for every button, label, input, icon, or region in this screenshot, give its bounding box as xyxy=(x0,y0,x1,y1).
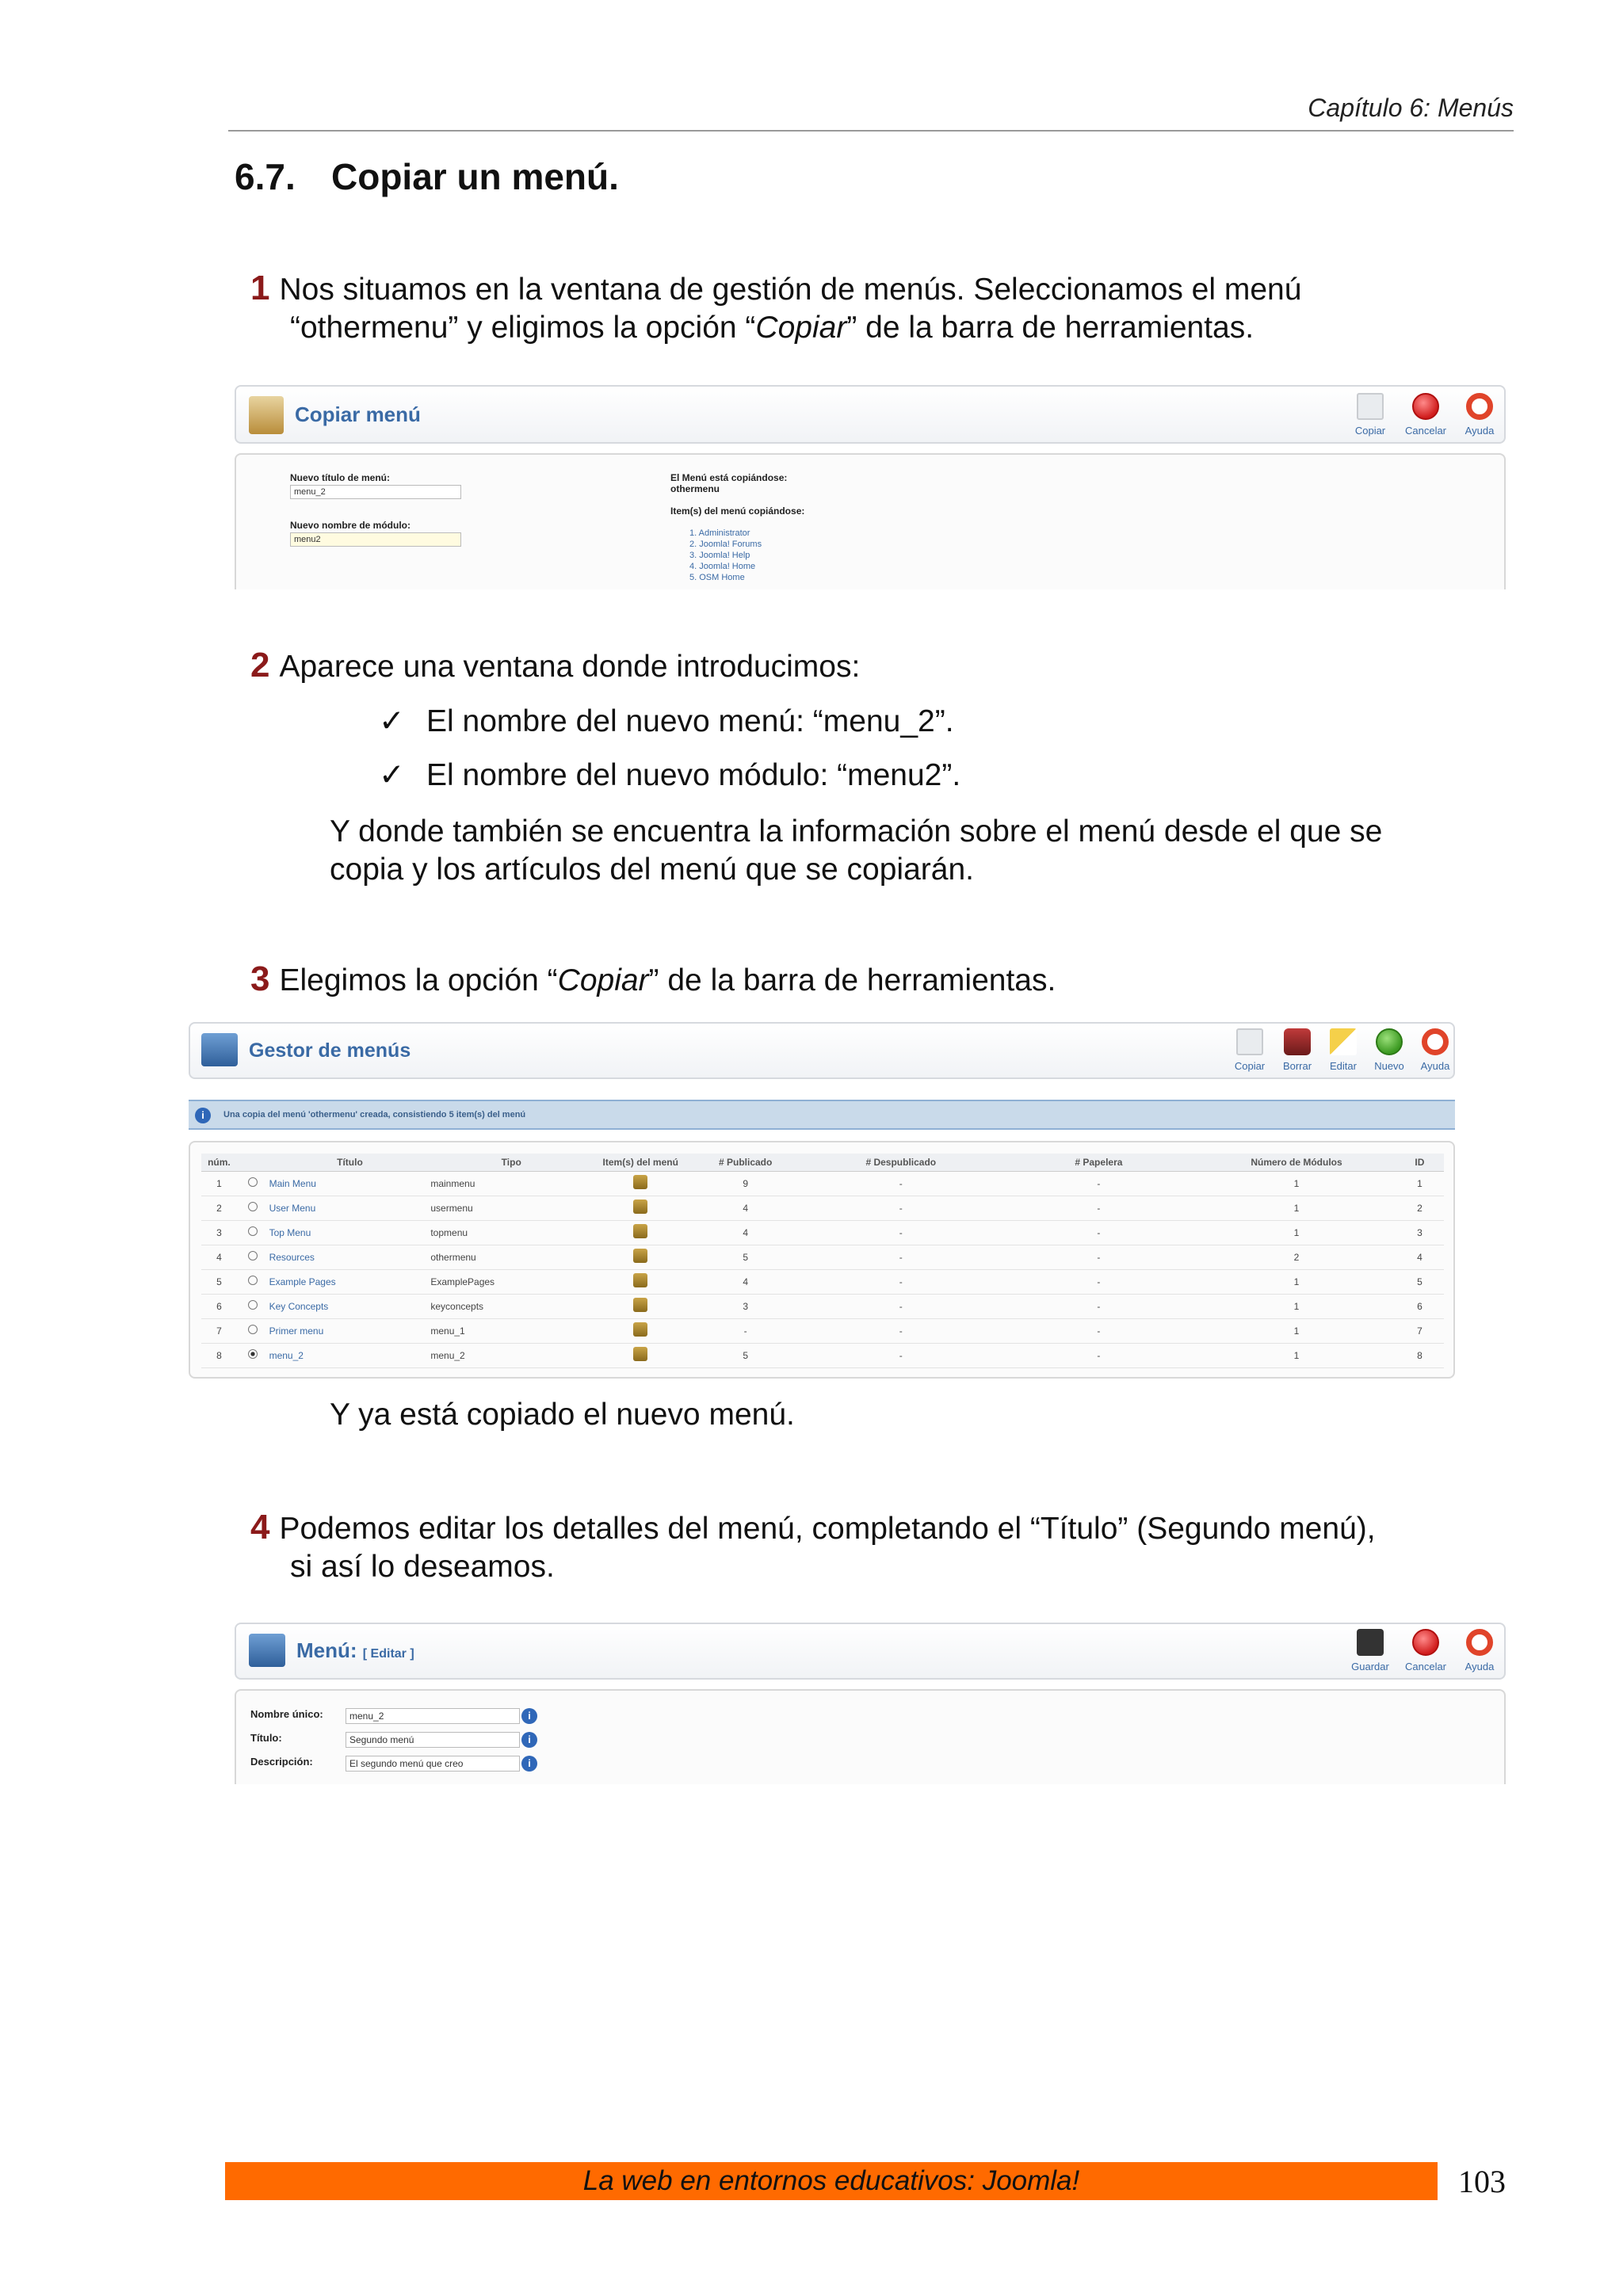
menu-table-panel xyxy=(189,1141,1455,1379)
row-radio[interactable] xyxy=(237,1294,269,1318)
copying-items-label: Item(s) del menú copiándose: xyxy=(670,505,805,517)
row-number: 6 xyxy=(201,1294,237,1318)
col-published: # Publicado xyxy=(689,1154,802,1171)
row-items-icon[interactable] xyxy=(592,1245,689,1269)
col-num: núm. xyxy=(201,1154,237,1171)
row-modules: 1 xyxy=(1197,1171,1396,1196)
menu-items-icon[interactable] xyxy=(633,1298,647,1312)
header-rule xyxy=(228,130,1514,132)
row-radio[interactable] xyxy=(237,1343,269,1367)
row-radio[interactable] xyxy=(237,1220,269,1245)
help-button[interactable]: Ayuda xyxy=(1407,1028,1463,1072)
menu-edit-subtitle: [ Editar ] xyxy=(362,1647,414,1661)
select-radio[interactable] xyxy=(248,1325,258,1334)
row-number: 7 xyxy=(201,1318,237,1343)
help-button[interactable]: Ayuda xyxy=(1452,393,1507,437)
menu-manager-title: Gestor de menús xyxy=(249,1039,411,1062)
copy-menu-title: Copiar menú xyxy=(295,402,421,426)
running-header: Capítulo 6: Menús xyxy=(1308,93,1514,122)
copy-icon xyxy=(1236,1028,1263,1055)
row-id: 5 xyxy=(1396,1269,1444,1294)
row-items-icon[interactable] xyxy=(592,1343,689,1367)
col-trash: # Papelera xyxy=(1000,1154,1198,1171)
trash-icon xyxy=(1284,1028,1311,1055)
step1-line2: “othermenu” y eligimos la opción “Copiar” de la barra de herramientas. xyxy=(290,311,1254,345)
row-id: 8 xyxy=(1396,1343,1444,1367)
table-row[interactable] xyxy=(201,1245,1444,1269)
row-type: menu_2 xyxy=(430,1343,592,1367)
copying-menu-label: El Menú está copiándose: xyxy=(670,472,788,483)
cancel-icon xyxy=(1412,1629,1439,1656)
step2-number: 2 xyxy=(250,646,270,685)
copy-menu-form-panel xyxy=(235,453,1506,589)
col-title[interactable]: Título xyxy=(269,1154,431,1171)
row-title[interactable]: Main Menu xyxy=(269,1171,431,1196)
copying-item: 4. Joomla! Home xyxy=(689,562,756,571)
col-id: ID xyxy=(1396,1154,1444,1171)
new-menu-title-input[interactable]: menu_2 xyxy=(290,485,461,499)
row-title[interactable]: Resources xyxy=(269,1245,431,1269)
check-mark-icon: ✓ xyxy=(379,758,405,792)
col-unpublished: # Despublicado xyxy=(802,1154,1000,1171)
menu-items-icon[interactable] xyxy=(633,1249,647,1263)
new-module-name-label: Nuevo nombre de módulo: xyxy=(290,520,411,531)
row-type: menu_1 xyxy=(430,1318,592,1343)
row-radio[interactable] xyxy=(237,1171,269,1196)
menu-items-icon[interactable] xyxy=(633,1175,647,1189)
table-row[interactable] xyxy=(201,1171,1444,1196)
row-trash: - xyxy=(1000,1220,1198,1245)
save-icon xyxy=(1357,1629,1384,1656)
copying-menu-block xyxy=(670,472,804,517)
row-published: 9 xyxy=(689,1171,802,1196)
check-item-2: ✓ El nombre del nuevo módulo: “menu2”. xyxy=(379,758,961,792)
after-shot2-text: Y ya está copiado el nuevo menú. xyxy=(330,1398,795,1432)
row-items-icon[interactable] xyxy=(592,1220,689,1245)
description-label: Descripción: xyxy=(250,1756,313,1768)
step3-number: 3 xyxy=(250,959,270,998)
menu-manager-toolbar xyxy=(189,1022,1455,1079)
row-type: ExamplePages xyxy=(430,1269,592,1294)
help-button[interactable]: Ayuda xyxy=(1452,1629,1507,1672)
copying-item: 3. Joomla! Help xyxy=(689,551,750,560)
table-row[interactable] xyxy=(201,1269,1444,1294)
table-row[interactable] xyxy=(201,1343,1444,1367)
new-menu-title-label: Nuevo título de menú: xyxy=(290,472,390,483)
help-icon xyxy=(1466,1629,1493,1656)
row-type: topmenu xyxy=(430,1220,592,1245)
row-trash: - xyxy=(1000,1269,1198,1294)
menu-items-icon[interactable] xyxy=(633,1224,647,1238)
step4-number: 4 xyxy=(250,1508,270,1547)
select-radio[interactable] xyxy=(248,1300,258,1310)
new-icon xyxy=(1376,1028,1403,1055)
select-radio[interactable] xyxy=(248,1177,258,1187)
cancel-icon xyxy=(1412,393,1439,420)
menu-edit-title: Menú: [ Editar ] xyxy=(296,1638,414,1662)
row-trash: - xyxy=(1000,1245,1198,1269)
new-button[interactable]: Nuevo xyxy=(1361,1028,1417,1072)
menu-table xyxy=(201,1154,1444,1368)
row-published: 3 xyxy=(689,1294,802,1318)
info-icon[interactable]: i xyxy=(521,1708,537,1724)
row-radio[interactable] xyxy=(237,1269,269,1294)
row-published: 5 xyxy=(689,1343,802,1367)
row-modules: 1 xyxy=(1197,1318,1396,1343)
message-bar xyxy=(189,1100,1455,1130)
row-modules: 1 xyxy=(1197,1294,1396,1318)
row-unpublished: - xyxy=(802,1220,1000,1245)
menu-items-icon[interactable] xyxy=(633,1199,647,1214)
unique-name-label: Nombre único: xyxy=(250,1708,323,1720)
menu-edit-form-panel xyxy=(235,1689,1506,1784)
row-radio[interactable] xyxy=(237,1196,269,1220)
help-icon xyxy=(1422,1028,1449,1055)
row-title[interactable]: Example Pages xyxy=(269,1269,431,1294)
info-icon[interactable]: i xyxy=(521,1732,537,1748)
select-radio[interactable] xyxy=(248,1226,258,1236)
row-number: 5 xyxy=(201,1269,237,1294)
section-title-text: Copiar un menú. xyxy=(331,156,619,197)
row-published: 4 xyxy=(689,1220,802,1245)
select-radio[interactable] xyxy=(248,1251,258,1261)
row-trash: - xyxy=(1000,1318,1198,1343)
row-published: 4 xyxy=(689,1196,802,1220)
row-title[interactable]: Top Menu xyxy=(269,1220,431,1245)
row-number: 8 xyxy=(201,1343,237,1367)
step4-paragraph: 4 Podemos editar los detalles del menú, completando el “Título” (Segundo menú), si así lo deseamos. xyxy=(250,1508,1376,1584)
table-header-row xyxy=(201,1154,1444,1171)
row-unpublished: - xyxy=(802,1171,1000,1196)
col-items: Item(s) del menú xyxy=(592,1154,689,1171)
row-modules: 2 xyxy=(1197,1245,1396,1269)
copy-button[interactable]: Copiar xyxy=(1342,393,1398,437)
copying-items-list xyxy=(689,528,762,583)
info-icon[interactable]: i xyxy=(521,1756,537,1772)
row-id: 3 xyxy=(1396,1220,1444,1245)
menu-edit-toolbar xyxy=(235,1623,1506,1680)
row-radio[interactable] xyxy=(237,1318,269,1343)
menu-edit-icon xyxy=(249,1634,285,1667)
row-trash: - xyxy=(1000,1171,1198,1196)
row-unpublished: - xyxy=(802,1318,1000,1343)
row-items-icon[interactable] xyxy=(592,1171,689,1196)
row-modules: 1 xyxy=(1197,1269,1396,1294)
menu-items-icon[interactable] xyxy=(633,1322,647,1337)
row-number: 3 xyxy=(201,1220,237,1245)
copying-item: 2. Joomla! Forums xyxy=(689,540,762,549)
message-text: Una copia del menú 'othermenu' creada, consistiendo 5 item(s) del menú xyxy=(223,1110,526,1119)
row-modules: 1 xyxy=(1197,1220,1396,1245)
cancel-button[interactable]: Cancelar xyxy=(1398,1629,1453,1672)
row-title[interactable]: Primer menu xyxy=(269,1318,431,1343)
col-select xyxy=(237,1154,269,1171)
section-title xyxy=(235,155,619,198)
row-published: 4 xyxy=(689,1269,802,1294)
copy-menu-folder-icon xyxy=(249,396,284,434)
row-type: othermenu xyxy=(430,1245,592,1269)
row-items-icon[interactable] xyxy=(592,1318,689,1343)
row-unpublished: - xyxy=(802,1343,1000,1367)
row-published: 5 xyxy=(689,1245,802,1269)
row-modules: 1 xyxy=(1197,1196,1396,1220)
copying-menu-value: othermenu xyxy=(670,483,720,494)
row-id: 6 xyxy=(1396,1294,1444,1318)
row-number: 4 xyxy=(201,1245,237,1269)
copy-button[interactable]: Copiar xyxy=(1222,1028,1277,1072)
menu-items-icon[interactable] xyxy=(633,1273,647,1287)
row-items-icon[interactable] xyxy=(592,1269,689,1294)
footer-bar: La web en entornos educativos: Joomla! xyxy=(225,2162,1438,2200)
row-trash: - xyxy=(1000,1294,1198,1318)
row-unpublished: - xyxy=(802,1269,1000,1294)
row-id: 4 xyxy=(1396,1245,1444,1269)
row-items-icon[interactable] xyxy=(592,1196,689,1220)
row-title[interactable]: User Menu xyxy=(269,1196,431,1220)
edit-icon xyxy=(1330,1028,1357,1055)
row-published: - xyxy=(689,1318,802,1343)
section-number: 6.7. xyxy=(235,156,296,197)
col-type[interactable]: Tipo xyxy=(430,1154,592,1171)
step3-paragraph: 3 Elegimos la opción “Copiar” de la barra de herramientas. xyxy=(250,959,1056,998)
step1-line1: Nos situamos en la ventana de gestión de menús. Seleccionamos el menú xyxy=(279,273,1302,307)
row-unpublished: - xyxy=(802,1245,1000,1269)
step1-number: 1 xyxy=(250,269,270,307)
row-type: usermenu xyxy=(430,1196,592,1220)
help-icon xyxy=(1466,393,1493,420)
title-label: Título: xyxy=(250,1732,282,1744)
check-mark-icon: ✓ xyxy=(379,704,405,738)
col-modules: Número de Módulos xyxy=(1197,1154,1396,1171)
edit-button[interactable]: Editar xyxy=(1316,1028,1371,1072)
row-title[interactable]: menu_2 xyxy=(269,1343,431,1367)
description-input[interactable]: El segundo menú que creo xyxy=(346,1756,520,1772)
row-number: 2 xyxy=(201,1196,237,1220)
copying-item: 5. OSM Home xyxy=(689,573,745,582)
step2-intro: 2 Aparece una ventana donde introducimos: xyxy=(250,646,861,685)
row-number: 1 xyxy=(201,1171,237,1196)
select-radio[interactable] xyxy=(248,1202,258,1211)
row-id: 2 xyxy=(1396,1196,1444,1220)
row-id: 7 xyxy=(1396,1318,1444,1343)
menu-items-icon[interactable] xyxy=(633,1347,647,1361)
row-type: keyconcepts xyxy=(430,1294,592,1318)
row-id: 1 xyxy=(1396,1171,1444,1196)
table-row[interactable] xyxy=(201,1196,1444,1220)
row-modules: 1 xyxy=(1197,1343,1396,1367)
title-input[interactable]: Segundo menú xyxy=(346,1732,520,1748)
delete-button[interactable]: Borrar xyxy=(1270,1028,1325,1072)
table-row[interactable] xyxy=(201,1294,1444,1318)
copying-item: 1. Administrator xyxy=(689,528,750,538)
row-trash: - xyxy=(1000,1343,1198,1367)
save-button[interactable]: Guardar xyxy=(1342,1629,1398,1672)
step2-description: Y donde también se encuentra la información sobre el menú desde el que se copia y los artículos del menú que se copiarán. xyxy=(330,814,1383,887)
select-radio[interactable] xyxy=(248,1349,258,1359)
page-number: 103 xyxy=(1458,2164,1506,2199)
row-items-icon[interactable] xyxy=(592,1294,689,1318)
step1-paragraph xyxy=(250,269,1509,347)
copy-icon xyxy=(1357,393,1384,420)
info-icon: i xyxy=(195,1108,211,1123)
row-title[interactable]: Key Concepts xyxy=(269,1294,431,1318)
table-row[interactable] xyxy=(201,1318,1444,1343)
row-unpublished: - xyxy=(802,1294,1000,1318)
table-row[interactable] xyxy=(201,1220,1444,1245)
unique-name-input[interactable]: menu_2 xyxy=(346,1708,520,1724)
row-radio[interactable] xyxy=(237,1245,269,1269)
row-type: mainmenu xyxy=(430,1171,592,1196)
menu-manager-icon xyxy=(201,1033,238,1066)
cancel-button[interactable]: Cancelar xyxy=(1398,393,1453,437)
check-item-1: ✓ El nombre del nuevo menú: “menu_2”. xyxy=(379,704,954,738)
copy-menu-toolbar xyxy=(235,385,1506,444)
row-unpublished: - xyxy=(802,1196,1000,1220)
row-trash: - xyxy=(1000,1196,1198,1220)
select-radio[interactable] xyxy=(248,1276,258,1285)
new-module-name-input[interactable]: menu2 xyxy=(290,532,461,547)
